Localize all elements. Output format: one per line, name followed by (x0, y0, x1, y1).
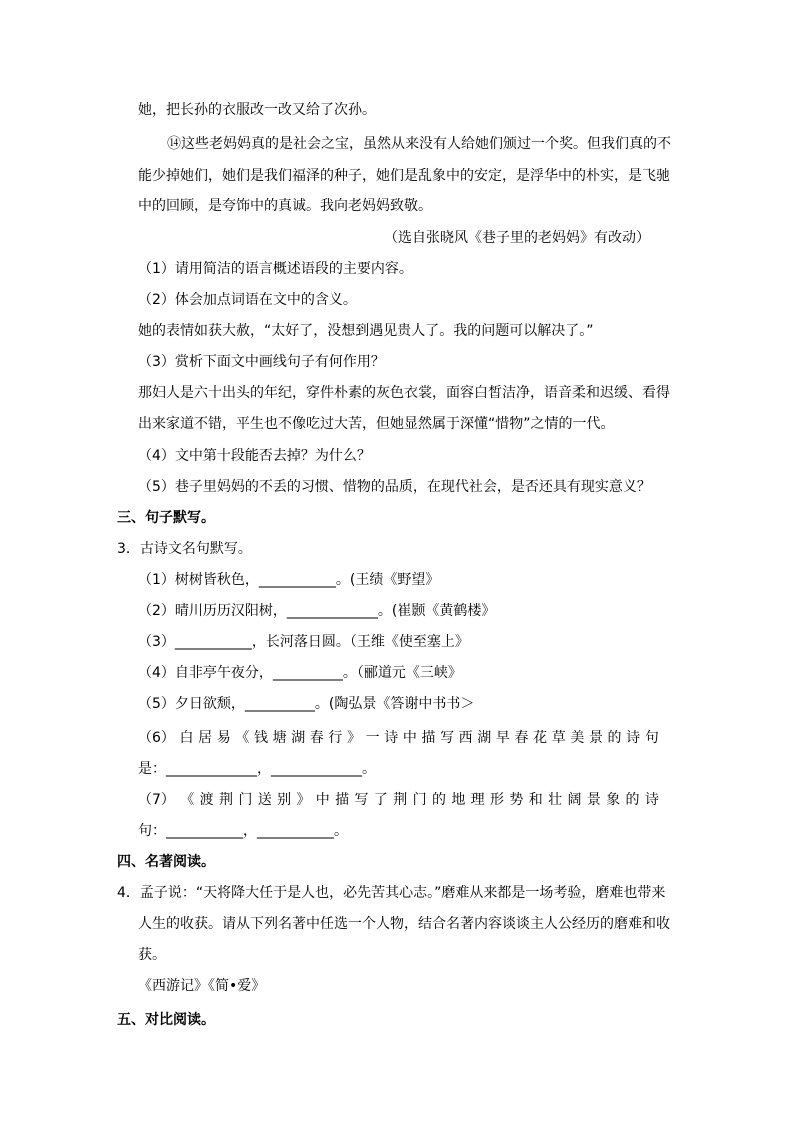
recitation-line-6b: 是：_____________，_____________。 (138, 761, 376, 777)
recitation-line-1: （1）树树皆秋色，___________。(王绩《野望》 (138, 572, 440, 588)
section-5-heading: 五、对比阅读。 (117, 1012, 215, 1028)
paragraph-14-line-2: 能少掉她们，她们是我们福泽的种子，她们是乱象中的安定，是浮华中的朴实，是飞驰 (138, 168, 670, 184)
recitation-line-7b: 句：___________，___________。 (138, 823, 348, 839)
question-5: （5）巷子里妈妈的不丢的习惯、惜物的品质，在现代社会，是否还具有现实意义？ (138, 479, 651, 495)
paragraph-14-line-3: 中的回顾，是夸饰中的真诚。我向老妈妈致敬。 (138, 198, 432, 214)
question-3-quote-line-1: 那妇人是六十出头的年纪，穿件朴素的灰色衣裳，面容白皙洁净，语音柔和迟缓、看得 (138, 385, 670, 401)
paragraph-14-line-1: ⑭这些老妈妈真的是社会之宝，虽然从来没有人给她们颁过一个奖。但我们真的不 (167, 136, 671, 152)
question-1: （1）请用简洁的语言概述语段的主要内容。 (138, 261, 413, 277)
passage-line: 她，把长孙的衣服改一改又给了次孙。 (138, 102, 376, 118)
passage-source: （选自张晓风《巷子里的老妈妈》有改动） (384, 230, 650, 246)
question-2-quote: 她的表情如获大赦，“太好了，没想到遇见贵人了。我的问题可以解决了。” (138, 323, 594, 339)
section-4-heading: 四、名著阅读。 (117, 854, 215, 870)
question-3-quote-line-2: 出来家道不错，平生也不像吃过大苦，但她显然属于深懂“惜物”之情的一代。 (138, 416, 615, 432)
question-4: （4）文中第十段能否去掉？为什么？ (138, 448, 371, 464)
section-4-item-line-2: 人生的收获。请从下列名著中任选一个人物，结合名著内容谈谈主人公经历的磨难和收 (138, 916, 670, 932)
question-3: （3）赏析下面文中画线句子有何作用？ (138, 354, 385, 370)
recitation-line-4: （4）自非亭午夜分，__________。（郦道元《三峡》 (138, 665, 462, 681)
section-4-item-line-3: 获。 (138, 947, 166, 963)
section-3-item: 3．古诗文名句默写。 (117, 541, 252, 557)
question-2: （2）体会加点词语在文中的含义。 (138, 292, 357, 308)
recitation-line-3: （3）___________，长河落日圆。（王维《使至塞上》 (138, 634, 469, 650)
section-4-books: 《西游记》《简•爱》 (138, 978, 266, 994)
recitation-line-2: （2）晴川历历汉阳树，_____________。(崔颢《黄鹤楼》 (138, 603, 496, 619)
recitation-line-7a: （7） 《 渡 荆 门 送 别 》 中 描 写 了 荆 门 的 地 理 形 势 和 壮 阔 景 象 的 诗 (138, 792, 659, 808)
section-3-heading: 三、句子默写。 (117, 510, 215, 526)
recitation-line-6a: （6） 白 居 易 《 钱 塘 湖 春 行 》 一 诗 中 描 写 西 湖 早 春 花 草 美 景 的 诗 句 (138, 730, 659, 746)
recitation-line-5: （5）夕日欲颓，__________。(陶弘景《答谢中书书＞ (138, 696, 475, 712)
section-4-item-line-1: 4．孟子说：“天将降大任于是人也，必先苦其心志。”磨难从来都是一场考验，磨难也带来 (117, 885, 666, 901)
